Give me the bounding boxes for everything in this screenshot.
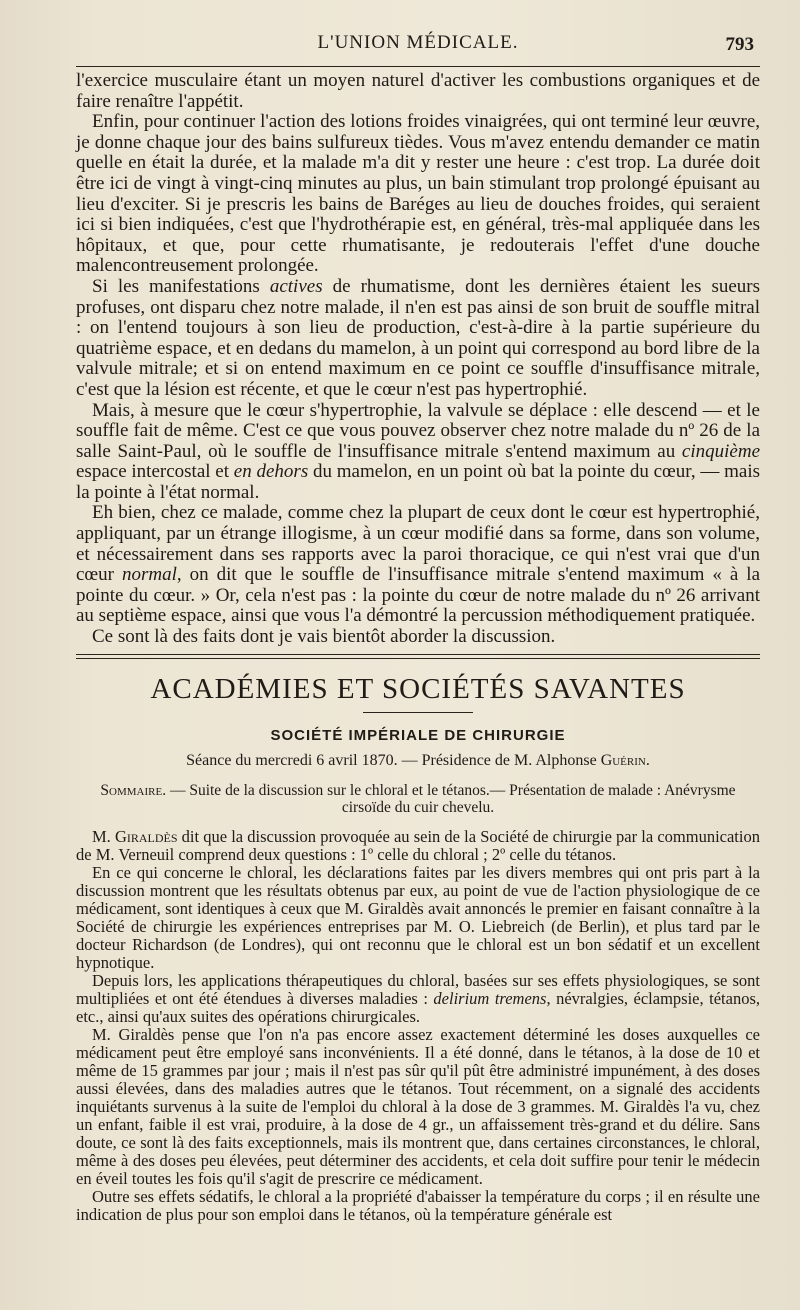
president-name: Guérin (600, 751, 646, 769)
paragraph (76, 503, 760, 627)
running-title: L'UNION MÉDICALE. (317, 32, 519, 53)
summary-label: Sommaire. (100, 781, 167, 799)
paragraph: M. Giraldès pense que l'on n'a pas encore assez exactement déterminé les doses auxquelles ce médicament peut être employé sans inconvénients. Il a été donné, dans le tétanos, à la dose de 10 et même de 15 grammes par jour ; mais il n'est pas sûr qu'il pût être administré impunément, à des doses aussi élevées, dans des maladies autres que le tétanos. Tout récemment, on a signalé des accidents inquiétants survenus à la suite de l'emploi du chloral à la dose de 3 grammes. M. Giraldès l'a vu, chez un enfant, faible il est vrai, produire, à la dose de 4 gr., un affaissement très-grand et du délire. Sans doute, ce sont là des faits exceptionnels, mais ils montrent que, dans certaines circonstances, le chloral, même à des doses peu élevées, peut déterminer des accidents, et cela doit suffire pour tenir le médecin en éveil toutes les fois qu'il s'agit de prescrire ce médicament. (76, 1024, 760, 1188)
text-span: de rhumatisme, dont les dernières étaient les sueurs profuses, ont disparu chez notre malade, il n'en est pas ainsi de son bruit de souffle mitral : on l'entend toujours à son lieu de production, c'est-à-dire à la partie supérieure du quatrième espace, et en dedans du mamelon, à un point qui correspond au bord libre de la valvule mitrale; et si on entend maximum en ce point ce souffle d'insuffisance mitrale, c'est que la lésion est récente, et que le cœur n'est pas hypertrophié. (76, 275, 761, 400)
text-span: Si les manifestations (92, 275, 270, 297)
paragraph (76, 277, 760, 401)
paragraph (76, 972, 760, 1026)
text-span: , on dit que le souffle de l'insuffisance mitrale s'entend maximum « à la pointe du cœur. » Or, cela n'est pas : la pointe du cœur de notre malade du nº 26 arrivant au septième espace, ainsi que vous l'a démontré la percussion méthodiquement pratiquée. (76, 564, 760, 627)
section-title: ACADÉMIES ET SOCIÉTÉS SAVANTES (150, 672, 686, 705)
summary (76, 782, 760, 816)
text-span: , névralgies, éclampsie, tétanos, etc., ainsi qu'aux suites des opérations chirurgicales. (76, 988, 760, 1026)
text-span: espace intercostal et (76, 461, 234, 483)
article-text (76, 828, 760, 1224)
summary-text: — Suite de la discussion sur le chloral et le tétanos.— Présentation de malade : Anévrysme cirsoïde du cuir chevelu. (166, 781, 736, 816)
text-span: Séance du mercredi 6 avril 1870. — Présidence de M. Alphonse (186, 751, 601, 769)
paragraph: En ce qui concerne le chloral, les déclarations faites par les divers membres qui ont pris part à la discussion montrent que les résultats obtenus par eux, au point de vue de l'action physiologique de ce médicament, sont identiques à ceux que M. Giraldès avait annoncés le premier en faisant connaître à la Société de chirurgie les expériences entreprises par M. O. Liebreich (de Berlin), et plus tard par le docteur Richardson (de Londres), qui ont reconnu que le chloral est un bon sédatif et un excellent hypnotique. (76, 862, 760, 972)
paragraph: l'exercice musculaire étant un moyen naturel d'activer les combustions organiques et de faire renaître l'appétit. (76, 70, 760, 112)
paragraph (76, 828, 760, 864)
italic-text: cinquième (681, 440, 760, 462)
lecture-text (76, 71, 760, 648)
paragraph: Outre ses effets sédatifs, le chloral a la propriété d'abaisser la température du corps ; il en résulte une indication de plus pour son emploi dans le tétanos, où la température générale est (76, 1186, 760, 1224)
title-rule (363, 712, 473, 713)
text-span: Mais, à mesure que le cœur s'hypertrophie, la valvule se déplace : elle descend — et le souffle fait de même. C'est ce que vous pouvez observer chez notre malade du nº 26 de la salle Saint-Paul, où le souffle de l'insuffisance mitrale s'entend maximum au (76, 399, 760, 462)
italic-text: normal (121, 564, 177, 586)
italic-text: en dehors (233, 461, 309, 483)
text-span: . (645, 751, 650, 769)
paragraph: Ce sont là des faits dont je vais bientôt aborder la discussion. (92, 626, 556, 648)
text-span: Eh bien, chez ce malade, comme chez la plupart de ceux dont le cœur est hypertrophié, appliquant, par un étrange illogisme, à un cœur modifié dans sa forme, dans son volume, et nécessairement dans ses rapports avec la paroi thoracique, ce qui n'est vrai que d'un cœur (76, 502, 760, 586)
italic-text: actives (269, 275, 323, 297)
running-head (76, 28, 760, 58)
section-divider (76, 654, 760, 659)
paragraph (76, 401, 760, 504)
page-number: 793 (725, 34, 754, 55)
speaker-name: M. Giraldès (92, 826, 178, 846)
session-line (76, 752, 760, 770)
paragraph: Enfin, pour continuer l'action des lotions froides vinaigrées, qui ont terminé leur œuvre, je donne chaque jour des bains sulfureux tièdes. Vous m'avez entendu demander ce matin quelle en était la durée, et la malade m'a dit y rester une heure : c'est trop. La durée doit être ici de vingt à vingt-cinq minutes au plus, un bain stimulant trop prolongé épuisant au lieu d'exciter. Si je prescris les bains de Baréges au lieu de douches froides, qui seraient ici si bien indiquées, c'est que l'hydrothérapie est, en général, très-mal appliquée dans les hôpitaux, et que, pour cette rhumatisante, je redouterais l'effet d'une douche malencontreusement prolongée. (76, 111, 760, 277)
text-span: dit que la discussion provoquée au sein de la Société de chirurgie par la communication de M. Verneuil comprend deux questions : 1º celle du chloral ; 2º celle du tétanos. (76, 826, 760, 864)
text-span: Depuis lors, les applications thérapeutiques du chloral, basées sur ses effets physiologiques, se sont multipliées et ont été étendues à diverses maladies : (76, 970, 760, 1008)
text-span: du mamelon, en un point où bat la pointe du cœur, — mais la pointe à l'état normal. (76, 461, 760, 503)
italic-text: delirium tremens (433, 988, 547, 1008)
header-rule (76, 66, 760, 67)
society-title: SOCIÉTÉ IMPÉRIALE DE CHIRURGIE (270, 726, 566, 744)
